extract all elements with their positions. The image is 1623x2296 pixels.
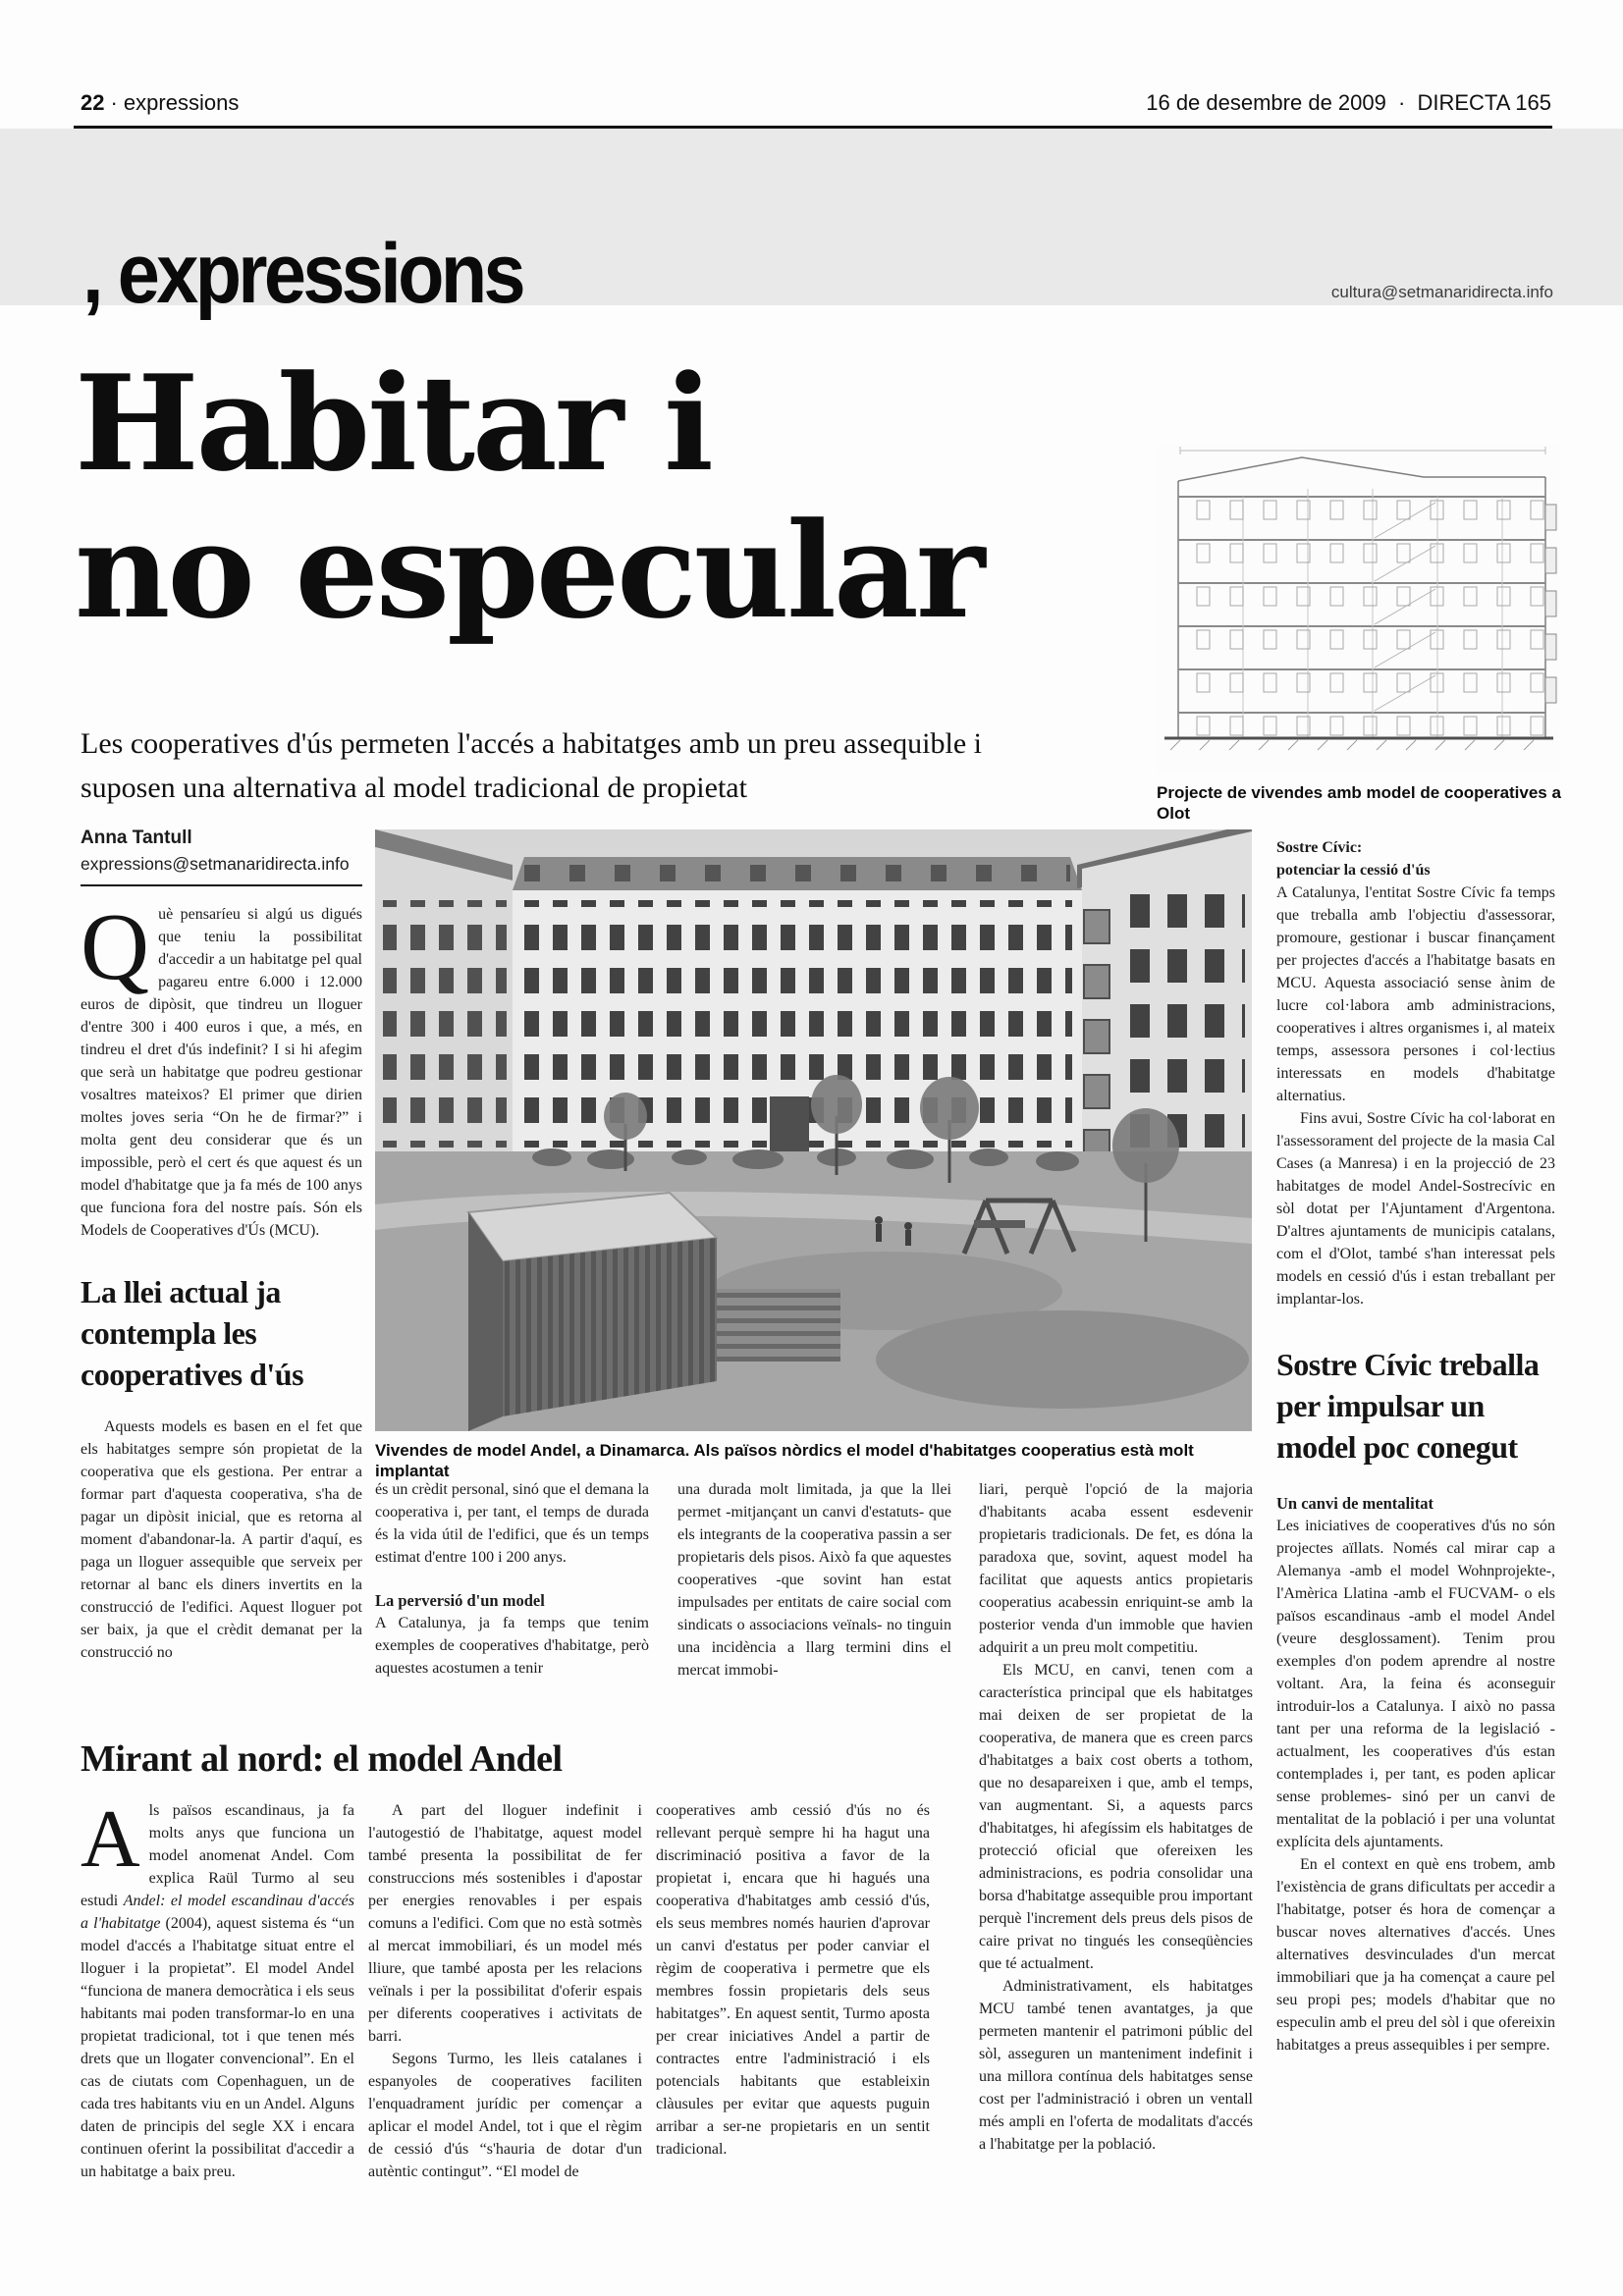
body-paragraph: Administrativament, els habitatges MCU també tenen avantatges, ja que permeten mantenir el patrimoni públic del sòl, asseguren un manteniment indefinit i una millora contínua dels habitatges sense cost per l'administració i obren un ventall més ampli en l'oferta de modalitats d'accés a l'habitatge per la població.: [979, 1978, 1253, 2153]
sidebar-column: [1276, 836, 1555, 2285]
courtyard-photo: [375, 829, 1252, 1430]
publication-name: DIRECTA 165: [1417, 90, 1551, 115]
byline-rule: [81, 884, 362, 886]
body-paragraph: Les iniciatives de cooperatives d'ús no són projectes aïllats. Només cal mirar cap a Alemanya -amb el model Wohnprojekte-, l'Amèrica Llatina -amb el FUCVAM- o els països escandinaus -amb el model Andel (veure desglossament). Tenim prou exemples d'on podem aprendre al nostre voltant. Ara, la feina és aconseguir introduir-los a Catalunya. I això no passa tant per una reforma de la legislació -actualment, les cooperatives d'ús estan contemplades i, per tant, es poden aplicar sense problemes- sinó per un canvi de mentalitat de la població i per una voluntat explícita dels ajuntaments.: [1276, 1517, 1555, 1850]
section-heading-law: La llei actual ja contempla les cooperatives d'ús: [81, 1274, 304, 1393]
body-paragraph: A Catalunya, ja fa temps que tenim exemples de cooperatives d'habitatge, però aquestes acostumen a tenir: [375, 1615, 649, 1677]
headline-line-1: Habitar i: [75, 346, 711, 501]
issue-date: 16 de desembre de 2009: [1146, 90, 1386, 115]
body-paragraph: liari, perquè l'opció de la majoria d'habitants acaba essent esdevenir propietaris tradicionals. De fet, es dóna la paradoxa que, sovint, aquest model ha facilitat que aquests antics propietaris cooperatius acabessin enriquint-se amb la posterior venda d'un immoble que havien adquirit a un preu molt competitiu.: [979, 1481, 1253, 1656]
andel-section-heading: Mirant al nord: el model Andel: [81, 1738, 563, 1780]
andel-column-2: [368, 1799, 642, 2276]
headline-line-2: no especular: [75, 493, 983, 649]
body-paragraph: Aquests models es basen en el fet que els habitatges sempre són propietat de la cooperativa que els gestiona. Per entrar a formar part d'aquesta cooperativa, s'ha de pagar un dipòsit inicial, que es retorna al moment d'abandonar-la. A partir d'aquí, es paga un lloguer assequible que serveix per retornar al banc els diners invertits en la construcció de l'edifici. Aquest lloguer pot ser baix, ja que el crèdit demanat per la construcció no: [81, 1417, 362, 1661]
section-banner: [82, 227, 571, 321]
drop-cap: Q: [81, 903, 150, 999]
body-paragraph: cooperatives amb cessió d'ús no és rellevant perquè sempre hi ha hagut una discriminació positiva a favor de la propietat i, encara que hi hagués una cooperativa d'habitatges amb cessió d'ús, els seus membres només haurien d'aprovar un canvi d'estatus per poder canviar el règim de cooperativa i permetre que els membres fossin propietaris dels seus habitatges”. En aquest sentit, Turmo aposta per crear iniciatives Andel a partir de contractes entre l'administració i els potencials habitants que estableixin clàusules per evitar que aquests puguin arribar a ser-ne propietaris en un sentit tradicional.: [656, 1802, 930, 2158]
courtyard-photo-illustration: [375, 829, 1252, 1431]
byline-author: Anna Tantull: [81, 828, 192, 848]
drop-cap: A: [81, 1799, 140, 1885]
folio-left: [81, 90, 244, 116]
main-headline: [75, 346, 1164, 649]
intro-paragraph: [81, 903, 362, 1242]
drawing-caption: Projecte de vivendes amb model de cooperatives a Olot: [1157, 783, 1561, 824]
building-section-drawing: [1157, 444, 1559, 773]
sidebar-subhead: Un canvi de mentalitat: [1276, 1493, 1434, 1513]
body-paragraph: En el context en què ens trobem, amb l'existència de grans dificultats per accedir a l'habitatge, potser és hora de començar a buscar noves alternatives d'accés. Unes alternatives desvinculades d'un mercat immobiliari que ja ha començat a caure pel seu propi pes; models d'habitar que no especulin amb el preu del sòl i que ofereixin habitatges a preus assequibles i per sempre.: [1276, 1855, 1555, 2054]
building-section-illustration: [1157, 444, 1559, 773]
section-email: cultura@setmanaridirecta.info: [1330, 283, 1553, 301]
intro-text: uè pensaríeu si algú us digués que teniu la possibilitat d'accedir a un habitatge pel qual pagareu entre 6.000 i 12.000 euros de dipòsit, que tindreu un lloguer d'entre 300 i 400 euros i que, a més, en tindreu el dret d'ús indefinit? I si hi afegim que serà un habitatge que podreu gestionar vosaltres mateixos? El primer que dirien moltes joves seria “On he de firmar?” i molta gent deu considerar que és un impossible, però el cert és que aquest és un model d'habitatge que ja fa més de 100 anys que funciona fora del nostre país. Són els Models de Cooperatives d'Ús (MCU).: [81, 906, 362, 1239]
body-paragraph: Fins avui, Sostre Cívic ha col·laborat en l'assessorament del projecte de la masia Cal Cases (a Manresa) i en la projecció de 23 habitatges de model Andel-Sostrecívic en sòl dotat per l'Ajuntament d'Argentona. D'altres ajuntaments de municipis catalans, com el d'Olot, també s'han interessat pels models en cessió d'ús i estan treballant per implantar-los.: [1276, 1110, 1555, 1308]
andel-column-1: [81, 1799, 354, 2276]
folio-separator: ·: [1398, 90, 1406, 115]
study-title: Andel: el model escandinau d'accés a l'habitatge: [81, 1893, 354, 1932]
body-paragraph: A part del lloguer indefinit i l'autogestió de l'habitatge, aquest model també presenta la possibilitat de fer construccions més sostenibles i d'apostar per energies renovables i per espais comuns a l'edifici. Com que no està sotmès al mercat immobiliari, és un model més lliure, que també aposta per les relacions veïnals i per la possibilitat d'oferir espais per diferents cooperatives i activitats de barri.: [368, 1802, 642, 2045]
sidebar-lead-line-2: potenciar la cessió d'ús: [1276, 862, 1431, 879]
andel-text-b: (2004), aquest sistema és “un model d'accés a l'habitatge situat entre el lloguer i la propietat”. El model Andel “funciona de manera democràtica i els seus habitants mai poden transformar-lo en una propietat tradicional, tot i que tenen més drets que un llogater convencional”. En el cas de ciutats com Copenhaguen, un de cada tres habitants viu en un Andel. Alguns daten de principis del segle XX i encara continuen oferint la possibilitat d'accedir a un habitatge a baix preu.: [81, 1915, 354, 2180]
photo-caption: Vivendes de model Andel, a Dinamarca. Als països nòrdics el model d'habitatges cooperatius està molt implantat: [375, 1441, 1194, 1481]
andel-text-a: ls països escandinaus, ja fa molts anys que funciona un model anomenat Andel. Com explica Raül Turmo al seu estudi: [81, 1802, 354, 1909]
article-column-c: [677, 1478, 951, 1739]
sidebar-heading: Sostre Cívic treballa per impulsar un model poc conegut: [1276, 1347, 1540, 1466]
sidebar-lead-line-1: Sostre Cívic:: [1276, 839, 1363, 856]
standfirst: Les cooperatives d'ús permeten l'accés a habitatges amb un preu assequible i suposen una alternativa al model tradicional de propietat: [81, 727, 982, 804]
body-paragraph: Els MCU, en canvi, tenen com a característica principal que els habitatges mai deixen de ser propietat de la cooperativa, de manera que es creen parcs d'habitatges a baix cost oberts a tothom, que no desapareixen i que, amb el temps, van augmentant. Si, a aquests parcs d'habitatges, hi afegíssim els habitatges de protecció oficial que ofereixen les administracions, es podria consolidar una borsa d'habitatge assequible prou important perquè l'increment dels preus dels pisos de caire privat no tingués les conseqüències que té actualment.: [979, 1662, 1253, 1972]
body-paragraph: una durada molt limitada, ja que la llei permet -mitjançant un canvi d'estatuts- que els integrants de la cooperativa passin a ser propietaris dels pisos. Això fa que aquestes cooperatives -que sovint han estat impulsades per entitats de caire social com sindicats o associacions veïnals- no tinguin una incidència a llarg termini dins el mercat immobi-: [677, 1481, 951, 1679]
page-number: 22: [81, 90, 105, 115]
andel-column-3: [656, 1799, 930, 2276]
body-paragraph: Segons Turmo, les lleis catalanes i espanyoles de cooperatives faciliten l'enquadrament jurídic per començar a aplicar el model Andel, tot i que el règim de cessió d'ús “s'hauria de dotar d'un autèntic contingut”. “El model de: [368, 2051, 642, 2180]
article-column-b: [375, 1478, 649, 1739]
folio-right: [785, 90, 1551, 116]
body-paragraph: és un crèdit personal, sinó que el demana la cooperativa i, per tant, el temps de durada és la vida útil de l'edifici, que és un temps estimat d'entre 100 i 200 anys.: [375, 1481, 649, 1566]
article-column-intro: [81, 903, 362, 1739]
section-title: , expressions: [82, 227, 522, 321]
byline-email: expressions@setmanaridirecta.info: [81, 854, 350, 874]
folio-section-label: · expressions: [110, 90, 240, 115]
body-paragraph: A Catalunya, l'entitat Sostre Cívic fa temps que treballa amb l'objectiu d'assessorar, promoure, gestionar i buscar finançament per projectes d'accés a l'habitatge basats en MCU. Aquesta associació sense ànim de lucre col·labora amb administracions, cooperatives i altres organismes i, al mateix temps, assessora persones i col·lectius interessats en models d'habitatge alternatius.: [1276, 884, 1555, 1104]
article-column-d: [979, 1478, 1253, 2275]
subhead-perversio: La perversió d'un model: [375, 1591, 545, 1610]
body-paragraph: [81, 1799, 354, 2183]
